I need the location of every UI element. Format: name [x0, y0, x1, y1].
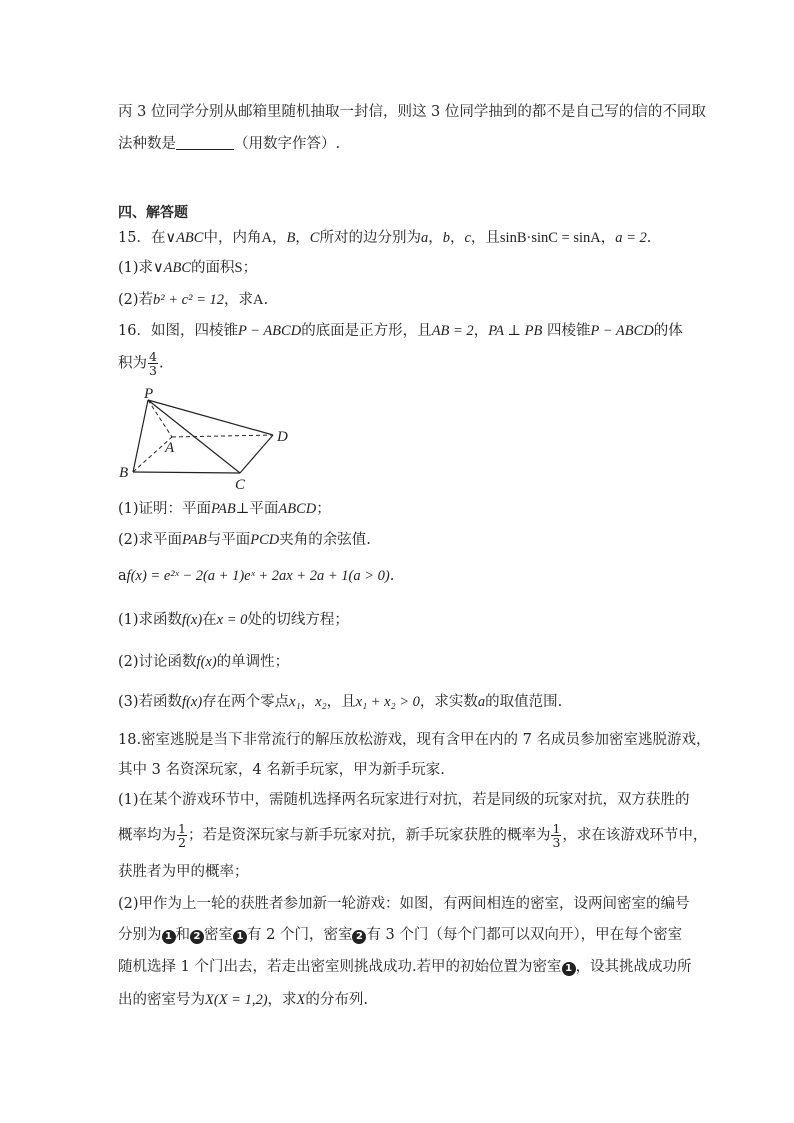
text-segment: 的底面是正方形，且: [301, 323, 432, 339]
text-segment: .: [263, 292, 269, 308]
text-segment: 存在两个零点: [202, 694, 290, 710]
text-segment: ；: [242, 260, 258, 276]
text-segment: a: [118, 568, 127, 584]
math-triangle: ∨ABC: [153, 260, 192, 276]
text-segment: .: [158, 355, 164, 372]
math-B: B: [286, 230, 296, 246]
text-line: [118, 822, 707, 849]
edge-AD-hidden: [172, 435, 273, 437]
text-segment: ，求实数: [419, 694, 478, 710]
text-segment: ，求: [224, 292, 253, 308]
text-segment: 分别为: [118, 927, 162, 943]
math-fx: f(x): [182, 612, 203, 628]
question-17: [118, 566, 394, 586]
edge-CD: [240, 435, 273, 473]
text-line: [118, 957, 692, 977]
question-16-part-1: [118, 499, 331, 519]
text-segment: ⊥: [235, 501, 250, 517]
text-segment: (1)求函数: [118, 612, 183, 628]
answer-blank[interactable]: [176, 135, 234, 150]
text-segment: 夹角的余弦值.: [279, 532, 371, 548]
text-segment: 中，内角: [203, 230, 262, 246]
math-x1: x₁: [289, 694, 301, 710]
text-segment: (2)若: [118, 292, 154, 308]
question-17-part-1: [118, 610, 349, 630]
math-function-definition: (x) = e²ˣ − 2(a + 1)eˣ + 2ax + 2a + 1(a > 0): [130, 568, 390, 584]
text-segment: 出的密室号为: [118, 992, 205, 1008]
circled-number-2: 2: [190, 930, 204, 944]
label-A: A: [165, 440, 175, 456]
fraction-third: $\frac{1}{3}$: [552, 821, 561, 850]
text-segment: 有 2 个门，密室: [247, 927, 353, 943]
math-C: C: [309, 230, 320, 246]
question-15-part-2: [118, 290, 268, 310]
text-segment: (2)讨论函数: [118, 654, 197, 670]
math-condition: sinB·sinC = sinA: [499, 230, 601, 246]
math-x2: x₂: [315, 694, 327, 710]
math-sum: x₁ + x₂ > 0: [355, 694, 420, 710]
question-16-part-2: [118, 530, 371, 550]
math-PCD: PCD: [250, 532, 280, 548]
text-segment: （用数字作答）.: [234, 136, 341, 152]
text-line: (2)甲作为上一轮的获胜者参加新一轮游戏：如图，有两间相连的密室，设两间密室的编号: [118, 896, 690, 912]
math-b: b: [442, 230, 450, 246]
text-line: 其中 3 名资深玩家，4 名新手玩家，甲为新手玩家.: [118, 762, 445, 778]
text-segment: 概率均为: [118, 827, 176, 844]
text-segment: (1)证明：平面: [118, 501, 212, 517]
math-a-equals: a = 2: [615, 230, 647, 246]
question-18: 18.密室逃脱是当下非常流行的解压放松游戏，现有含甲在内的 7 名成员参加密室逃脱游戏，: [118, 732, 711, 748]
text-segment: ，: [600, 230, 616, 246]
text-segment: 在: [202, 612, 217, 628]
math-x0: x = 0: [216, 612, 248, 628]
text-segment: ，求: [267, 992, 297, 1008]
math-f: f: [126, 568, 131, 584]
section-heading: 四、解答题: [118, 205, 188, 221]
text-segment: (1)求: [118, 260, 154, 276]
math-a: a: [477, 694, 486, 710]
pyramid-figure: [115, 385, 295, 495]
text-segment: (3)若函数: [118, 694, 183, 710]
label-B: B: [119, 465, 129, 481]
circled-number-2: 2: [352, 930, 366, 944]
text-line: 获胜者为甲的概率；: [118, 864, 249, 880]
question-17-part-2: [118, 652, 289, 672]
fraction-half: $\frac{1}{2}$: [178, 821, 186, 850]
question-16-volume: [118, 350, 164, 377]
text-segment: 处的切线方程；: [247, 612, 349, 628]
math-fx: f(x): [182, 694, 203, 710]
text-segment: 的分布列.: [305, 992, 369, 1008]
text-segment: .: [389, 568, 395, 584]
question-16: [118, 321, 683, 341]
text-line: [118, 990, 368, 1010]
text-segment: ，设其挑战成功所: [575, 959, 692, 975]
math-pa-perp-pb: PA ⊥ PB: [488, 323, 543, 339]
question-15-part-1: [118, 258, 257, 278]
math-b2c2: b² + c² = 12: [153, 292, 224, 308]
text-segment: 随机选择 1 个门出去，若走出密室则挑战成功.若甲的初始位置为密室: [118, 959, 562, 975]
text-segment: .: [646, 230, 652, 246]
math-triangle: ∨ABC: [165, 230, 204, 246]
math-fx: f(x): [196, 654, 217, 670]
math-a: a: [420, 230, 429, 246]
fraction: $\frac{4}{3}$: [149, 349, 157, 378]
math-A: A: [261, 230, 272, 246]
text-segment: (2)求平面: [118, 532, 183, 548]
text-segment: 15．在: [118, 230, 166, 246]
circled-number-1: 1: [562, 962, 576, 976]
text-segment: 密室: [204, 927, 233, 943]
text-segment: 四棱锥: [546, 323, 591, 339]
text-segment: 所对的边分别为: [319, 230, 421, 246]
math-S: S: [234, 260, 243, 276]
text-line: [118, 134, 340, 154]
text-segment: ，求在该游戏环节中，: [562, 827, 708, 844]
label-P: P: [144, 386, 154, 402]
text-segment: 与平面: [206, 532, 251, 548]
text-segment: 的取值范围.: [485, 694, 563, 710]
label-C: C: [235, 477, 246, 493]
math-PAB: PAB: [182, 532, 207, 548]
text-segment: 有 3 个门（每个门都可以双向开），甲在每个密室: [366, 927, 683, 943]
circled-number-1: 1: [233, 930, 247, 944]
math-A: A: [253, 292, 264, 308]
text-segment: ，且: [470, 230, 500, 246]
text-segment: 的面积: [191, 260, 235, 276]
text-segment: 平面: [249, 501, 279, 517]
text-line: [118, 925, 682, 945]
question-15: 15．在∨ABC中，内角A，B，C所对的边分别为a，b，c，且sinB·sinC = sinA，a = 2.: [118, 230, 652, 246]
text-segment: 的单调性；: [216, 654, 290, 670]
text-segment: 的体: [653, 323, 683, 339]
text-segment: 积为: [118, 355, 147, 372]
math-PAB: PAB: [211, 501, 236, 517]
text-segment: 法种数是: [118, 136, 176, 152]
text-line: (1)在某个游戏环节中，需随机选择两名玩家进行对抗，若是同级的玩家对抗，双方获胜的: [118, 792, 690, 808]
text-segment: ，: [300, 694, 316, 710]
text-line: 丙 3 位同学分别从邮箱里随机抽取一封信，则这 3 位同学抽到的都不是自己写的信的不同取: [118, 104, 706, 120]
question-17-part-3: [118, 692, 562, 712]
circled-number-1: 1: [162, 930, 176, 944]
math-c: c: [464, 230, 471, 246]
math-X-range: (X = 1,2): [213, 992, 268, 1008]
text-segment: ；: [316, 501, 331, 517]
text-segment: ，: [473, 323, 489, 339]
math-X: X: [205, 992, 214, 1008]
text-segment: 16．如图，四棱锥: [118, 323, 238, 339]
text-segment: ，且: [326, 694, 356, 710]
math-pyramid: P − ABCD: [590, 323, 654, 339]
text-segment: 和: [175, 927, 190, 943]
math-X: X: [296, 992, 306, 1008]
math-pyramid: P − ABCD: [237, 323, 302, 339]
text-segment: ；若是资深玩家与新手玩家对抗，新手玩家获胜的概率为: [187, 827, 551, 844]
edge-BC: [133, 472, 240, 473]
label-D: D: [277, 429, 288, 445]
math-ab: AB = 2: [431, 323, 474, 339]
math-ABCD: ABCD: [278, 501, 317, 517]
